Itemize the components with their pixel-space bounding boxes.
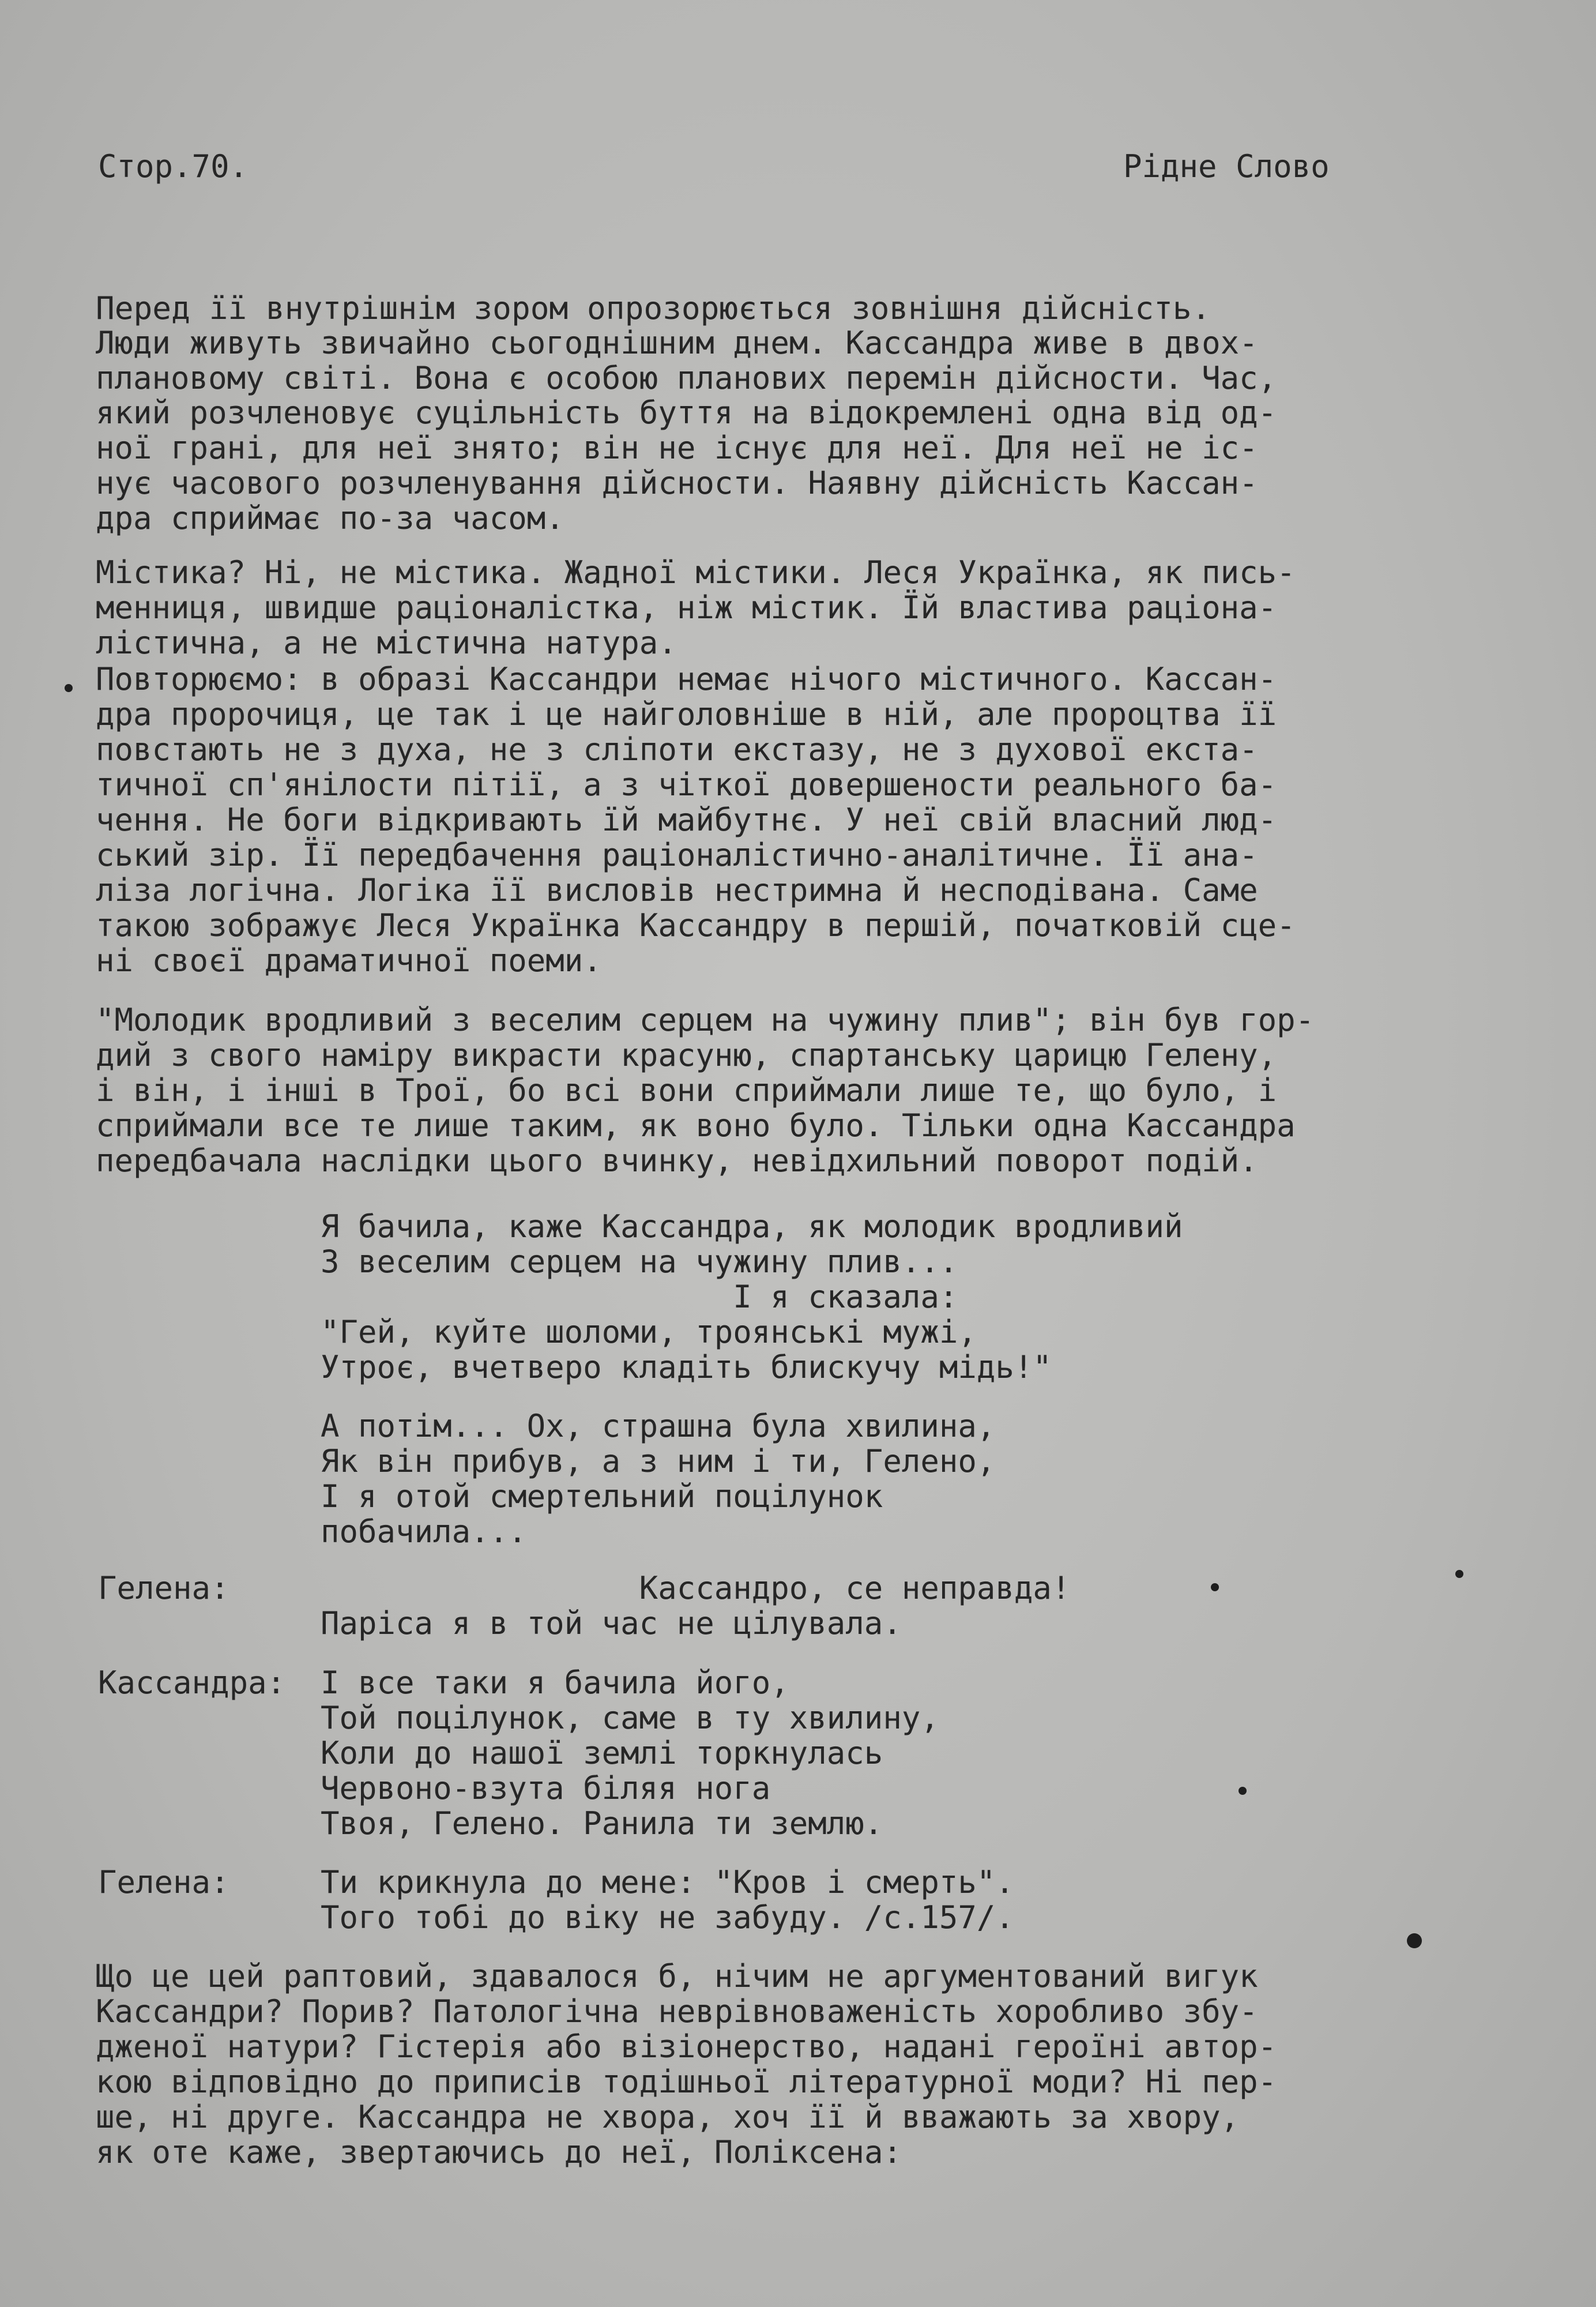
speaker-label: Гелена: [98,1864,229,1900]
text-line: такою зображує Леся Українка Кассандру в першій, початковій сце- [96,907,1296,944]
text-line: дженої натури? Гістерія або візіонерство, надані героїні автор- [96,2028,1277,2065]
verse-line: І я отой смертельний поцілунок [321,1478,883,1515]
dialogue-line: І все таки я бачила його, [321,1665,789,1701]
speaker-label: Гелена: [98,1570,229,1606]
speaker-label: Кассандра: [98,1665,286,1701]
ink-speck [65,684,73,692]
dialogue-line: Червоно-взута біляя нога [321,1770,771,1806]
text-line: і він, і інші в Трої, бо всі вони сприймали лише те, що було, і [96,1072,1277,1109]
text-line: менниця, швидше раціоналістка, ніж містик. Їй властива раціона- [96,589,1277,626]
text-line: ні своєї драматичної поеми. [96,942,602,979]
text-line: нує часового розчленування дійсности. Наявну дійсність Кассан- [96,465,1258,501]
text-line: ліза логічна. Логіка її висловів нестримна й несподівана. Саме [96,872,1258,908]
text-line: тичної сп'янілости пітії, а з чіткої довершености реального ба- [96,767,1277,803]
text-line: дий з свого наміру викрасти красуню, спартанську царицю Гелену, [96,1037,1277,1073]
text-line: лістична, а не містична натура. [96,625,677,661]
text-line: Містика? Ні, не містика. Жадної містики. Леся Українка, як пись- [96,554,1296,591]
text-line: Що це цей раптовий, здавалося б, нічим не аргументований вигук [96,1958,1258,1994]
text-line: "Молодик вродливий з веселим серцем на чужину плив"; він був гор- [96,1002,1315,1038]
page-number: Стор.70. [98,148,249,185]
verse-line: З веселим серцем на чужину плив... [321,1243,958,1280]
text-line: кою відповідно до приписів тодішньої літературної моди? Ні пер- [96,2064,1277,2100]
text-line: Перед її внутрішнім зором опрозорюється зовнішня дійсність. [96,290,1211,326]
dialogue-line: Ти крикнула до мене: "Кров і смерть". [321,1864,1014,1900]
text-line: ше, ні друге. Кассандра не хвора, хоч її й вважають за хвору, [96,2099,1240,2135]
text-line: Кассандри? Порив? Патологічна неврівноваженість хоробливо збу- [96,1993,1258,2030]
verse-line: "Гей, куйте шоломи, троянські мужі, [321,1314,977,1350]
verse-line: побачила... [321,1513,527,1550]
ink-speck [1239,1787,1247,1795]
dialogue-line: Той поцілунок, саме в ту хвилину, [321,1700,939,1736]
ink-speck [1211,1583,1219,1591]
dialogue-line: Того тобі до віку не забуду. /с.157/. [321,1899,1014,1936]
verse-line: Як він прибув, а з ним і ти, Гелено, [321,1443,996,1479]
text-line: передбачала наслідки цього вчинку, невідхильний поворот подій. [96,1143,1258,1179]
text-line: плановому світі. Вона є особою планових перемін дійсности. Час, [96,360,1277,396]
verse-line: І я сказала: [321,1279,958,1315]
text-line: як оте каже, звертаючись до неї, Поліксена: [96,2134,902,2170]
dialogue-line: Паріса я в той час не цілувала. [321,1605,902,1641]
text-line: який розчленовує суцільність буття на відокремлені одна від од- [96,394,1277,431]
verse-line: Утроє, вчетверо кладіть блискучу мідь!" [321,1349,1052,1385]
ink-speck [1407,1933,1422,1948]
ink-speck [1455,1570,1463,1578]
verse-line: Я бачила, каже Кассандра, як молодик вродливий [321,1208,1183,1245]
dialogue-line: Кассандро, се неправда! [321,1570,1071,1606]
dialogue-line: Твоя, Гелено. Ранила ти землю. [321,1805,883,1842]
text-line: повстають не з духа, не з сліпоти екстазу, не з духової екста- [96,731,1258,768]
text-line: сприймали все те лише таким, як воно було. Тільки одна Кассандра [96,1107,1296,1144]
text-line: ної грані, для неї знято; він не існує для неї. Для неї не іс- [96,430,1258,466]
publication-title: Рідне Слово [1123,148,1330,185]
verse-line: А потім... Ох, страшна була хвилина, [321,1408,996,1444]
text-line: Люди живуть звичайно сьогоднішним днем. Кассандра живе в двох- [96,325,1258,361]
text-line: Повторюємо: в образі Кассандри немає нічого містичного. Кассан- [96,661,1277,697]
text-line: чення. Не боги відкривають їй майбутнє. У неї свій власний люд- [96,802,1277,838]
text-line: ський зір. Її передбачення раціоналістично-аналітичне. Її ана- [96,837,1258,873]
text-line: дра сприймає по-за часом. [96,500,564,536]
text-line: дра пророчиця, це так і це найголовніше в ній, але пророцтва її [96,696,1277,732]
dialogue-line: Коли до нашої землі торкнулась [321,1735,883,1771]
